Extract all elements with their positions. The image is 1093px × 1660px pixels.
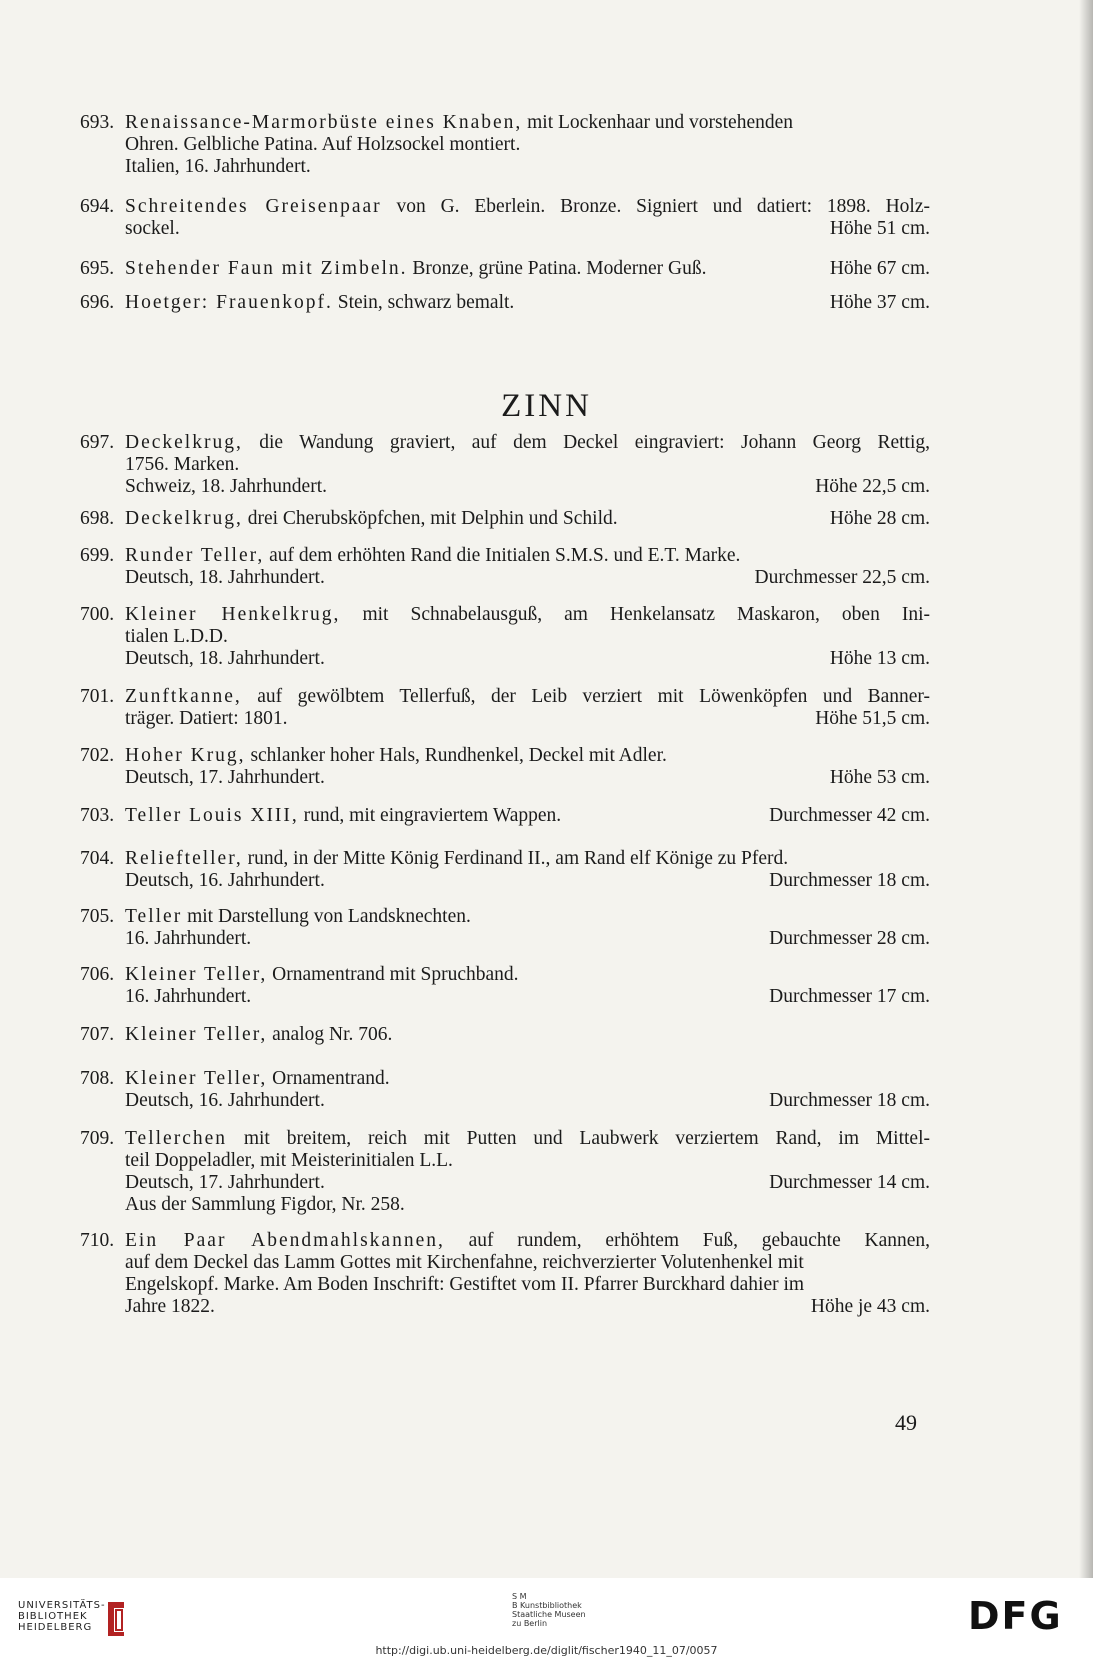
entry-line xyxy=(80,134,930,156)
entry-number: 704. xyxy=(80,848,115,869)
catalog-entry xyxy=(80,112,930,178)
entry-heading: Schreitendes Greisenpaar xyxy=(125,196,382,217)
entry-number: 708. xyxy=(80,1068,115,1089)
entry-number: 706. xyxy=(80,964,115,985)
entry-heading: Renaissance-Marmorbüste eines Knaben, xyxy=(125,112,523,133)
entry-heading: Ein Paar Abendmahlskannen, xyxy=(125,1230,445,1251)
entry-heading: Hoetger: Frauenkopf. xyxy=(125,292,333,313)
catalog-entry xyxy=(80,906,930,950)
entry-line xyxy=(80,476,930,498)
entry-line xyxy=(80,686,930,708)
entry-line xyxy=(80,1024,930,1046)
entry-text: 1756. Marken. xyxy=(125,454,240,475)
entry-line xyxy=(80,1150,930,1172)
entry-dimension: Höhe 13 cm. xyxy=(829,648,930,669)
entry-text: Jahre 1822. xyxy=(125,1296,215,1317)
entry-line xyxy=(80,545,930,567)
entry-dimension: Höhe je 43 cm. xyxy=(810,1296,930,1317)
entry-line xyxy=(80,626,930,648)
entry-text: analog Nr. 706. xyxy=(267,1024,393,1045)
catalog-entry xyxy=(80,686,930,730)
entry-number: 701. xyxy=(80,686,115,707)
entry-line xyxy=(80,1230,930,1252)
entry-dimension: Durchmesser 18 cm. xyxy=(769,1090,930,1111)
entry-text: Deutsch, 17. Jahrhundert. xyxy=(125,767,325,788)
entry-number: 703. xyxy=(80,805,115,826)
entry-heading: Zunftkanne, xyxy=(125,686,242,707)
dfg-logo[interactable]: DFG xyxy=(968,1594,1063,1638)
entry-line xyxy=(80,767,930,789)
entry-heading: Teller Louis XIII, xyxy=(125,805,299,826)
catalog-entry xyxy=(80,292,930,314)
entry-dimension: Durchmesser 22,5 cm. xyxy=(754,567,930,588)
entry-line xyxy=(80,986,930,1008)
catalog-entry xyxy=(80,964,930,1008)
entry-heading: Kleiner Teller, xyxy=(125,964,268,985)
entry-line xyxy=(80,964,930,986)
entry-heading: Hoher Krug, xyxy=(125,745,246,766)
entry-line xyxy=(80,1068,930,1090)
entry-line xyxy=(80,648,930,670)
entry-dimension: Durchmesser 18 cm. xyxy=(769,870,930,891)
entry-line xyxy=(80,848,930,870)
entry-text: auf gewölbtem Tellerfuß, der Leib verziert mit Löwenköpfen und Banner- xyxy=(241,686,930,707)
entry-number: 705. xyxy=(80,906,115,927)
entry-text: auf dem Deckel das Lamm Gottes mit Kirchenfahne, reichverzierter Volutenhenkel mit xyxy=(125,1252,804,1273)
catalog-entry xyxy=(80,508,930,530)
entry-heading: Deckelkrug, xyxy=(125,432,243,453)
entry-dimension: Höhe 53 cm. xyxy=(829,767,930,788)
catalog-entry xyxy=(80,1024,930,1046)
entry-number: 709. xyxy=(80,1128,115,1149)
entry-line xyxy=(80,1128,930,1150)
entry-heading: Stehender Faun mit Zimbeln. xyxy=(125,258,408,279)
entry-text: Bronze, grüne Patina. Moderner Guß. xyxy=(407,258,707,279)
entry-dimension: Durchmesser 14 cm. xyxy=(769,1172,930,1193)
entry-dimension: Durchmesser 42 cm. xyxy=(769,805,930,826)
footer-bar xyxy=(0,1578,1093,1660)
entry-text: teil Doppeladler, mit Meisterinitialen L.L. xyxy=(125,1150,453,1171)
entry-text: rund, mit eingraviertem Wappen. xyxy=(298,805,562,826)
entry-number: 700. xyxy=(80,604,115,625)
entry-dimension: Höhe 28 cm. xyxy=(829,508,930,529)
entry-dimension: Höhe 67 cm. xyxy=(829,258,930,279)
catalog-entry xyxy=(80,432,930,498)
page-number: 49 xyxy=(895,1410,917,1435)
page-url-link[interactable]: http://digi.ub.uni-heidelberg.de/diglit/fischer1940_11_07/0057 xyxy=(375,1644,718,1657)
entry-text: Deutsch, 16. Jahrhundert. xyxy=(125,1090,325,1111)
entry-line xyxy=(80,112,930,134)
catalog-entry xyxy=(80,545,930,589)
entry-heading: Runder Teller, xyxy=(125,545,265,566)
entry-line xyxy=(80,906,930,928)
entry-heading: Reliefteller, xyxy=(125,848,243,869)
entry-text: Ornamentrand. xyxy=(267,1068,390,1089)
entry-text: Deutsch, 18. Jahrhundert. xyxy=(125,648,325,669)
entry-line xyxy=(80,196,930,218)
catalog-entry xyxy=(80,745,930,789)
entry-line xyxy=(80,508,930,530)
catalog-entry xyxy=(80,258,930,280)
entry-number: 697. xyxy=(80,432,115,453)
entry-heading: Teller xyxy=(125,906,183,927)
entry-line xyxy=(80,1194,930,1216)
catalog-entry xyxy=(80,1128,930,1216)
catalog-entry xyxy=(80,196,930,240)
entry-text: Stein, schwarz bemalt. xyxy=(332,292,515,313)
entry-number: 695. xyxy=(80,258,115,279)
entry-line xyxy=(80,870,930,892)
catalog-entry xyxy=(80,1230,930,1318)
entry-line xyxy=(80,432,930,454)
entry-line xyxy=(80,1090,930,1112)
entry-text: sockel. xyxy=(125,218,180,239)
entry-line xyxy=(80,1252,930,1274)
entry-number: 694. xyxy=(80,196,115,217)
spine-shadow xyxy=(1079,0,1093,1578)
entry-number: 693. xyxy=(80,112,115,133)
museum-credit: S M B Kunstbibliothek Staatliche Museen zu Berlin xyxy=(512,1592,586,1628)
university-logo-text[interactable] xyxy=(18,1600,106,1633)
entry-number: 710. xyxy=(80,1230,115,1251)
entry-text: Engelskopf. Marke. Am Boden Inschrift: Gestiftet vom II. Pfarrer Burckhard dahier im xyxy=(125,1274,805,1295)
section-title: ZINN xyxy=(501,388,592,424)
entry-line xyxy=(80,745,930,767)
entry-text: 16. Jahrhundert. xyxy=(125,986,252,1007)
university-logo-icon xyxy=(100,1598,130,1638)
entry-text: von G. Eberlein. Bronze. Signiert und datiert: 1898. Holz- xyxy=(381,196,930,217)
entry-line xyxy=(80,604,930,626)
entry-line xyxy=(80,292,930,314)
entry-text: Schweiz, 18. Jahrhundert. xyxy=(125,476,327,497)
entry-dimension: Höhe 37 cm. xyxy=(829,292,930,313)
entry-text: mit Schnabelausguß, am Henkelansatz Maskaron, oben Ini- xyxy=(340,604,930,625)
entry-line xyxy=(80,258,930,280)
university-line: BIBLIOTHEK xyxy=(18,1611,88,1622)
catalog-entry xyxy=(80,805,930,827)
entry-text: Ornamentrand mit Spruchband. xyxy=(267,964,519,985)
entry-heading: Kleiner Teller, xyxy=(125,1024,268,1045)
entry-number: 707. xyxy=(80,1024,115,1045)
entry-number: 699. xyxy=(80,545,115,566)
entry-text: die Wandung graviert, auf dem Deckel eingraviert: Johann Georg Rettig, xyxy=(242,432,930,453)
entry-line xyxy=(80,805,930,827)
entry-dimension: Höhe 51 cm. xyxy=(829,218,930,239)
entry-text: Deutsch, 16. Jahrhundert. xyxy=(125,870,325,891)
entry-text: mit Lockenhaar und vorstehenden xyxy=(522,112,794,133)
entry-number: 698. xyxy=(80,508,115,529)
entry-text: tialen L.D.D. xyxy=(125,626,228,647)
entry-dimension: Höhe 22,5 cm. xyxy=(815,476,930,497)
entry-text: Italien, 16. Jahrhundert. xyxy=(125,156,311,177)
catalog-entry xyxy=(80,848,930,892)
entry-line xyxy=(80,928,930,950)
entry-text: Ohren. Gelbliche Patina. Auf Holzsockel montiert. xyxy=(125,134,521,155)
entry-heading: Tellerchen xyxy=(125,1128,227,1149)
entry-heading: Kleiner Henkelkrug, xyxy=(125,604,341,625)
entry-line xyxy=(80,1296,930,1318)
entry-text: Deutsch, 17. Jahrhundert. xyxy=(125,1172,325,1193)
entry-line xyxy=(80,156,930,178)
entry-dimension: Durchmesser 28 cm. xyxy=(769,928,930,949)
catalog-entry xyxy=(80,1068,930,1112)
entry-text: auf dem erhöhten Rand die Initialen S.M.S. und E.T. Marke. xyxy=(264,545,741,566)
entry-line xyxy=(80,567,930,589)
entry-line xyxy=(80,218,930,240)
entry-text: 16. Jahrhundert. xyxy=(125,928,252,949)
entry-text: mit Darstellung von Landsknechten. xyxy=(182,906,471,927)
entry-text: rund, in der Mitte König Ferdinand II., am Rand elf Könige zu Pferd. xyxy=(242,848,789,869)
entry-heading: Kleiner Teller, xyxy=(125,1068,268,1089)
entry-line xyxy=(80,1274,930,1296)
entry-line xyxy=(80,454,930,476)
entry-dimension: Durchmesser 17 cm. xyxy=(769,986,930,1007)
entry-line xyxy=(80,1172,930,1194)
catalog-entry xyxy=(80,604,930,670)
university-line: HEIDELBERG xyxy=(18,1622,93,1633)
entry-number: 702. xyxy=(80,745,115,766)
entry-number: 696. xyxy=(80,292,115,313)
entry-text: mit breitem, reich mit Putten und Laubwerk verziertem Rand, im Mittel- xyxy=(227,1128,930,1149)
entry-text: auf rundem, erhöhtem Fuß, gebauchte Kannen, xyxy=(444,1230,931,1251)
entry-text: schlanker hoher Hals, Rundhenkel, Deckel mit Adler. xyxy=(245,745,667,766)
entry-line xyxy=(80,708,930,730)
entry-dimension: Höhe 51,5 cm. xyxy=(815,708,930,729)
entry-text: drei Cherubsköpfchen, mit Delphin und Schild. xyxy=(242,508,618,529)
entry-heading: Deckelkrug, xyxy=(125,508,243,529)
entry-text: Deutsch, 18. Jahrhundert. xyxy=(125,567,325,588)
entry-text: Aus der Sammlung Figdor, Nr. 258. xyxy=(125,1194,405,1215)
entry-text: träger. Datiert: 1801. xyxy=(125,708,288,729)
university-line: UNIVERSITÄTS- xyxy=(18,1600,106,1611)
